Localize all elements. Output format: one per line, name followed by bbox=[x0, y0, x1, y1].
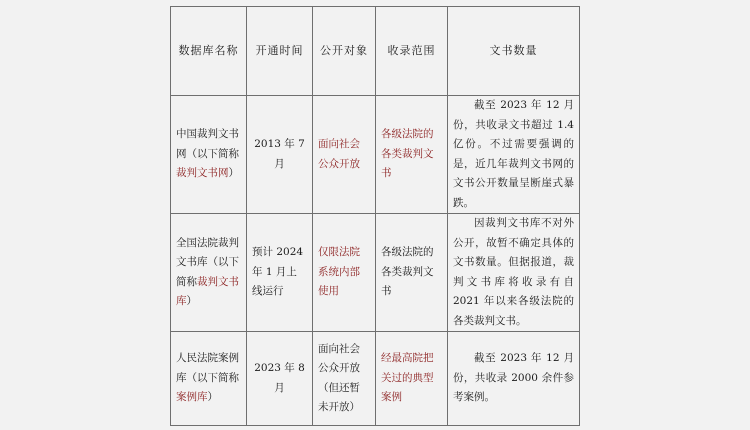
cell-database-name bbox=[171, 96, 247, 214]
name-text: 全国法院裁判文书库（以下简称 bbox=[176, 236, 239, 288]
cell-open-date: 预计 2024 年 1 月上线运行 bbox=[247, 214, 313, 332]
name-text: 中国裁判文书网（以下简称 bbox=[176, 128, 239, 160]
name-text-end: ） bbox=[186, 295, 197, 307]
name-short-highlight: 裁判文书网 bbox=[176, 167, 229, 180]
name-text: 人民法院案例库（以下简称 bbox=[176, 352, 239, 384]
header-open-date: 开通时间 bbox=[247, 7, 313, 96]
cell-document-count: 截至 2023 年 12 月份，共收录文书超过 1.4 亿份。不过需要强调的是，近几年裁判文书网的文书公开数量呈断崖式暴跌。 bbox=[448, 96, 580, 214]
header-database-name: 数据库名称 bbox=[171, 7, 247, 96]
database-comparison-table bbox=[170, 6, 580, 426]
name-short-highlight: 裁判文书库 bbox=[176, 275, 239, 307]
cell-audience: 仅限法院系统内部使用 bbox=[313, 214, 376, 332]
cell-scope: 各级法院的各类裁判文书 bbox=[376, 214, 448, 332]
cell-scope: 各级法院的各类裁判文书 bbox=[376, 96, 448, 214]
cell-document-count: 截至 2023 年 12 月份，共收录 2000 余件参考案例。 bbox=[448, 332, 580, 426]
cell-document-count: 因裁判文书库不对外公开，故暂不确定具体的文书数量。但据报道，裁判文书库将收录有自 2021 年以来各级法院的各类裁判文书。 bbox=[448, 214, 580, 332]
cell-audience: 面向社会公众开放 bbox=[313, 96, 376, 214]
cell-open-date: 2013 年 7 月 bbox=[247, 96, 313, 214]
table-header-row bbox=[171, 7, 580, 96]
cell-database-name bbox=[171, 214, 247, 332]
cell-open-date: 2023 年 8 月 bbox=[247, 332, 313, 426]
name-text-end: ） bbox=[207, 391, 218, 404]
cell-database-name bbox=[171, 332, 247, 426]
table-row bbox=[171, 332, 580, 426]
name-short-highlight: 案例库 bbox=[176, 391, 208, 404]
header-scope: 收录范围 bbox=[376, 7, 448, 96]
cell-scope: 经最高院把关过的典型案例 bbox=[376, 332, 448, 426]
table-row bbox=[171, 96, 580, 214]
header-document-count: 文书数量 bbox=[448, 7, 580, 96]
name-text-end: ） bbox=[228, 167, 239, 180]
cell-audience: 面向社会公众开放（但还暂未开放） bbox=[313, 332, 376, 426]
table-row bbox=[171, 214, 580, 332]
header-audience: 公开对象 bbox=[313, 7, 376, 96]
